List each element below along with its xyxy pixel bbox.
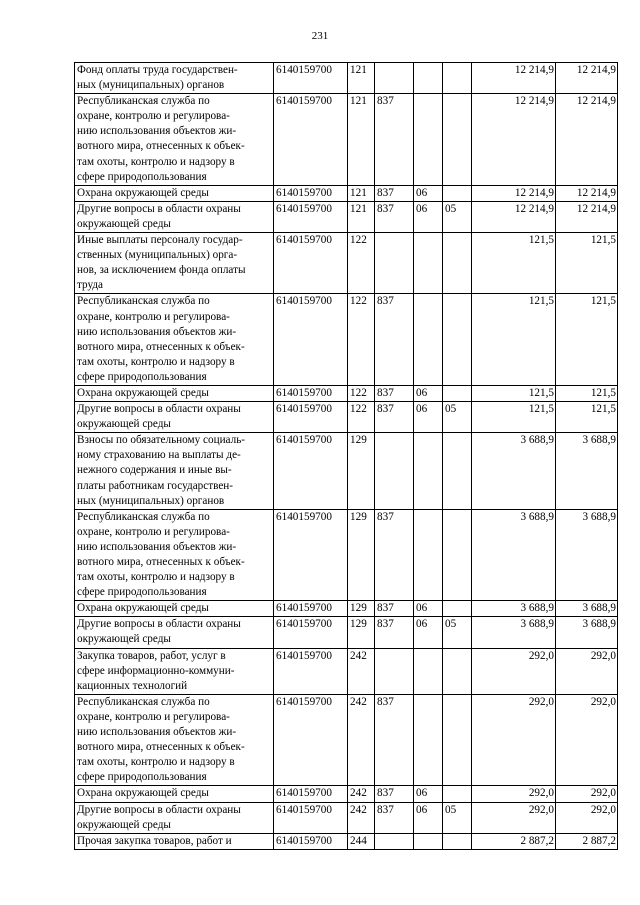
table-row xyxy=(75,185,618,201)
subsection-cell xyxy=(443,294,472,386)
amount-year1-cell: 12 214,9 xyxy=(472,201,556,232)
item-name-cell: Охрана окружающей среды xyxy=(75,385,274,401)
subsection-cell xyxy=(443,63,472,94)
item-name-cell: Закупка товаров, работ, услуг в сфере информационно-коммуни- кационных технологий xyxy=(75,648,274,694)
amount-year1-cell: 3 688,9 xyxy=(472,617,556,648)
table-row xyxy=(75,694,618,786)
amount-year2-cell: 121,5 xyxy=(556,402,618,433)
table-row xyxy=(75,385,618,401)
section-cell xyxy=(414,509,443,601)
target-article-cell: 6140159700 xyxy=(274,402,348,433)
section-cell: 06 xyxy=(414,617,443,648)
expense-type-cell: 129 xyxy=(348,433,375,509)
target-article-cell: 6140159700 xyxy=(274,185,348,201)
amount-year1-cell: 292,0 xyxy=(472,648,556,694)
section-cell xyxy=(414,833,443,849)
section-cell: 06 xyxy=(414,601,443,617)
administrator-cell: 837 xyxy=(375,94,414,186)
administrator-cell: 837 xyxy=(375,185,414,201)
administrator-cell: 837 xyxy=(375,294,414,386)
target-article-cell: 6140159700 xyxy=(274,433,348,509)
expense-type-cell: 121 xyxy=(348,201,375,232)
section-cell xyxy=(414,694,443,786)
page-number: 231 xyxy=(311,30,329,42)
target-article-cell: 6140159700 xyxy=(274,786,348,802)
target-article-cell: 6140159700 xyxy=(274,233,348,294)
amount-year1-cell: 12 214,9 xyxy=(472,63,556,94)
amount-year1-cell: 12 214,9 xyxy=(472,94,556,186)
item-name-cell: Республиканская служба по охране, контролю и регулирова- нию использования объектов жи- вотного мира, отнесенных к объек- там охоты, контролю и надзору в сфере природопользования xyxy=(75,94,274,186)
target-article-cell: 6140159700 xyxy=(274,94,348,186)
expense-type-cell: 242 xyxy=(348,648,375,694)
amount-year2-cell: 12 214,9 xyxy=(556,185,618,201)
expense-type-cell: 121 xyxy=(348,185,375,201)
administrator-cell: 837 xyxy=(375,385,414,401)
item-name-cell: Прочая закупка товаров, работ и xyxy=(75,833,274,849)
expense-type-cell: 242 xyxy=(348,694,375,786)
item-name-cell: Республиканская служба по охране, контролю и регулирова- нию использования объектов жи- вотного мира, отнесенных к объек- там охоты, контролю и надзору в сфере природопользования xyxy=(75,509,274,601)
item-name-cell: Другие вопросы в области охраны окружающей среды xyxy=(75,402,274,433)
item-name-cell: Охрана окружающей среды xyxy=(75,601,274,617)
amount-year1-cell: 121,5 xyxy=(472,233,556,294)
expense-type-cell: 122 xyxy=(348,385,375,401)
target-article-cell: 6140159700 xyxy=(274,617,348,648)
administrator-cell: 837 xyxy=(375,786,414,802)
expense-type-cell: 122 xyxy=(348,294,375,386)
amount-year2-cell: 121,5 xyxy=(556,294,618,386)
administrator-cell: 837 xyxy=(375,402,414,433)
amount-year2-cell: 121,5 xyxy=(556,385,618,401)
table-row xyxy=(75,617,618,648)
administrator-cell: 837 xyxy=(375,694,414,786)
expense-type-cell: 242 xyxy=(348,786,375,802)
target-article-cell: 6140159700 xyxy=(274,385,348,401)
table-row xyxy=(75,648,618,694)
target-article-cell: 6140159700 xyxy=(274,201,348,232)
table-row xyxy=(75,294,618,386)
item-name-cell: Охрана окружающей среды xyxy=(75,786,274,802)
amount-year1-cell: 292,0 xyxy=(472,786,556,802)
expense-type-cell: 129 xyxy=(348,509,375,601)
amount-year2-cell: 292,0 xyxy=(556,694,618,786)
expense-type-cell: 121 xyxy=(348,94,375,186)
expense-type-cell: 122 xyxy=(348,402,375,433)
table-row xyxy=(75,433,618,509)
item-name-cell: Республиканская служба по охране, контролю и регулирова- нию использования объектов жи- вотного мира, отнесенных к объек- там охоты, контролю и надзору в сфере природопользования xyxy=(75,294,274,386)
section-cell xyxy=(414,294,443,386)
target-article-cell: 6140159700 xyxy=(274,601,348,617)
table-row xyxy=(75,94,618,186)
amount-year1-cell: 2 887,2 xyxy=(472,833,556,849)
expense-type-cell: 129 xyxy=(348,601,375,617)
table-row xyxy=(75,201,618,232)
expense-type-cell: 242 xyxy=(348,802,375,833)
amount-year2-cell: 3 688,9 xyxy=(556,617,618,648)
target-article-cell: 6140159700 xyxy=(274,648,348,694)
administrator-cell: 837 xyxy=(375,601,414,617)
amount-year1-cell: 292,0 xyxy=(472,694,556,786)
amount-year2-cell: 292,0 xyxy=(556,648,618,694)
target-article-cell: 6140159700 xyxy=(274,694,348,786)
amount-year2-cell: 3 688,9 xyxy=(556,601,618,617)
amount-year2-cell: 292,0 xyxy=(556,802,618,833)
amount-year2-cell: 3 688,9 xyxy=(556,509,618,601)
section-cell xyxy=(414,433,443,509)
expense-type-cell: 129 xyxy=(348,617,375,648)
item-name-cell: Другие вопросы в области охраны окружающей среды xyxy=(75,802,274,833)
subsection-cell xyxy=(443,509,472,601)
amount-year2-cell: 12 214,9 xyxy=(556,63,618,94)
item-name-cell: Фонд оплаты труда государствен- ных (муниципальных) органов xyxy=(75,63,274,94)
amount-year1-cell: 292,0 xyxy=(472,802,556,833)
amount-year1-cell: 121,5 xyxy=(472,294,556,386)
table-row xyxy=(75,601,618,617)
item-name-cell: Другие вопросы в области охраны окружающей среды xyxy=(75,617,274,648)
expense-type-cell: 244 xyxy=(348,833,375,849)
amount-year2-cell: 12 214,9 xyxy=(556,201,618,232)
administrator-cell xyxy=(375,833,414,849)
amount-year1-cell: 3 688,9 xyxy=(472,433,556,509)
table-row xyxy=(75,833,618,849)
table-row xyxy=(75,509,618,601)
amount-year1-cell: 121,5 xyxy=(472,402,556,433)
subsection-cell xyxy=(443,185,472,201)
item-name-cell: Взносы по обязательному социаль- ному страхованию на выплаты де- нежного содержания и иные вы- платы работникам государствен- ных (муниципальных) органов xyxy=(75,433,274,509)
amount-year1-cell: 3 688,9 xyxy=(472,601,556,617)
subsection-cell xyxy=(443,601,472,617)
table-body xyxy=(75,63,618,850)
target-article-cell: 6140159700 xyxy=(274,294,348,386)
amount-year2-cell: 121,5 xyxy=(556,233,618,294)
section-cell xyxy=(414,94,443,186)
expense-type-cell: 121 xyxy=(348,63,375,94)
subsection-cell xyxy=(443,94,472,186)
item-name-cell: Республиканская служба по охране, контролю и регулирова- нию использования объектов жи- вотного мира, отнесенных к объек- там охоты, контролю и надзору в сфере природопользования xyxy=(75,694,274,786)
table-row xyxy=(75,802,618,833)
target-article-cell: 6140159700 xyxy=(274,833,348,849)
administrator-cell: 837 xyxy=(375,509,414,601)
section-cell: 06 xyxy=(414,385,443,401)
amount-year2-cell: 3 688,9 xyxy=(556,433,618,509)
amount-year2-cell: 12 214,9 xyxy=(556,94,618,186)
subsection-cell xyxy=(443,833,472,849)
subsection-cell: 05 xyxy=(443,201,472,232)
item-name-cell: Охрана окружающей среды xyxy=(75,185,274,201)
subsection-cell xyxy=(443,786,472,802)
section-cell: 06 xyxy=(414,185,443,201)
amount-year1-cell: 3 688,9 xyxy=(472,509,556,601)
expense-type-cell: 122 xyxy=(348,233,375,294)
item-name-cell: Иные выплаты персоналу государ- ственных (муниципальных) орга- нов, за исключением фонда оплаты труда xyxy=(75,233,274,294)
amount-year2-cell: 292,0 xyxy=(556,786,618,802)
administrator-cell xyxy=(375,648,414,694)
section-cell: 06 xyxy=(414,402,443,433)
section-cell: 06 xyxy=(414,802,443,833)
administrator-cell xyxy=(375,433,414,509)
section-cell: 06 xyxy=(414,201,443,232)
subsection-cell xyxy=(443,648,472,694)
target-article-cell: 6140159700 xyxy=(274,63,348,94)
subsection-cell xyxy=(443,385,472,401)
subsection-cell xyxy=(443,433,472,509)
budget-table xyxy=(74,62,618,850)
amount-year1-cell: 121,5 xyxy=(472,385,556,401)
item-name-cell: Другие вопросы в области охраны окружающей среды xyxy=(75,201,274,232)
subsection-cell: 05 xyxy=(443,802,472,833)
administrator-cell xyxy=(375,233,414,294)
table-row xyxy=(75,402,618,433)
amount-year2-cell: 2 887,2 xyxy=(556,833,618,849)
table-row xyxy=(75,63,618,94)
table-row xyxy=(75,786,618,802)
target-article-cell: 6140159700 xyxy=(274,802,348,833)
target-article-cell: 6140159700 xyxy=(274,509,348,601)
section-cell xyxy=(414,63,443,94)
subsection-cell: 05 xyxy=(443,402,472,433)
administrator-cell: 837 xyxy=(375,617,414,648)
section-cell: 06 xyxy=(414,786,443,802)
administrator-cell xyxy=(375,63,414,94)
section-cell xyxy=(414,233,443,294)
subsection-cell: 05 xyxy=(443,617,472,648)
table-row xyxy=(75,233,618,294)
administrator-cell: 837 xyxy=(375,802,414,833)
administrator-cell: 837 xyxy=(375,201,414,232)
amount-year1-cell: 12 214,9 xyxy=(472,185,556,201)
subsection-cell xyxy=(443,694,472,786)
section-cell xyxy=(414,648,443,694)
subsection-cell xyxy=(443,233,472,294)
